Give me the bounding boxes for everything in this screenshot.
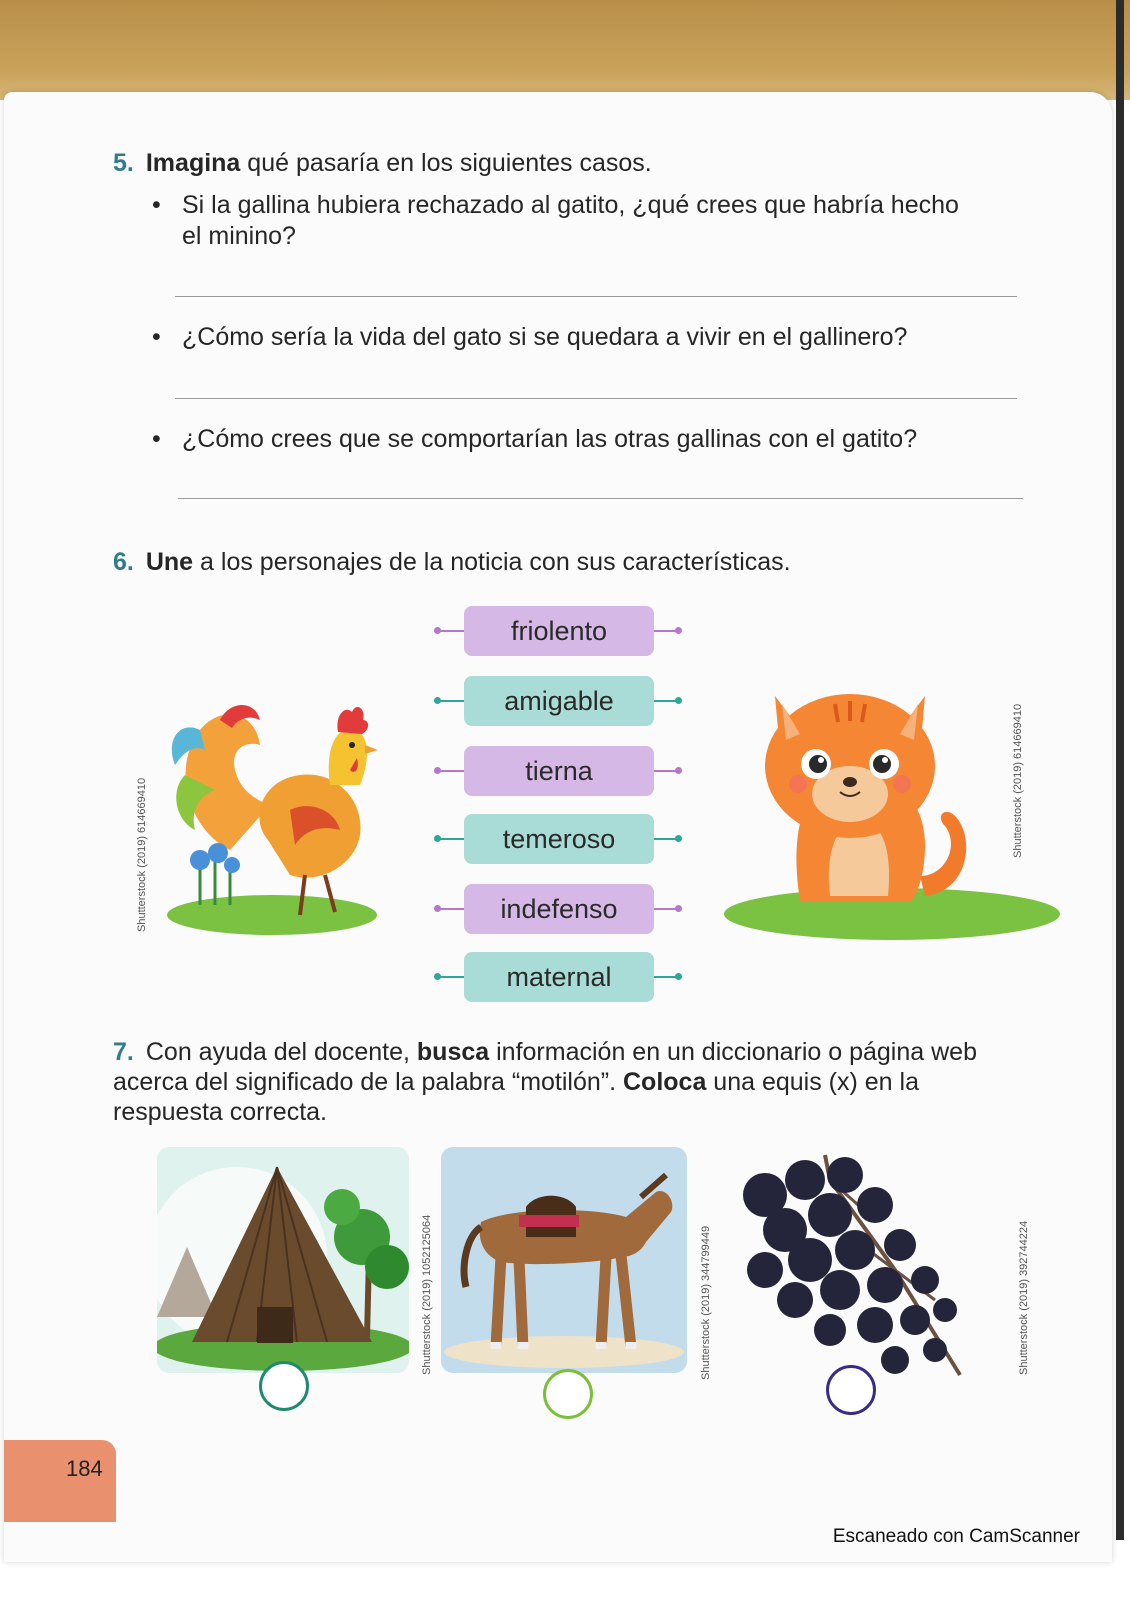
question-number: 6. bbox=[113, 548, 134, 576]
image-credit: Shutterstock (2019) 344799449 bbox=[700, 1225, 712, 1380]
question-verb: Une bbox=[145, 548, 194, 576]
answer-line-3[interactable] bbox=[178, 498, 1023, 499]
question-verb: Coloca bbox=[623, 1068, 707, 1096]
question-text: a los personajes de la noticia con sus características. bbox=[193, 548, 791, 576]
question-text: información en un diccionario o página web acerca del significado de la palabra “motilón”. bbox=[113, 1038, 977, 1096]
answer-line-2[interactable] bbox=[175, 398, 1017, 399]
bullet-text: ¿Cómo sería la vida del gato si se quedara a vivir en el gallinero? bbox=[182, 323, 908, 351]
question-text: una equis (x) en la respuesta correcta. bbox=[113, 1068, 919, 1126]
rooster-illustration bbox=[160, 690, 385, 940]
bullet-text: Si la gallina hubiera rechazado al gatito, ¿qué crees que habría hecho el minino? bbox=[182, 191, 959, 250]
right-connector-dot[interactable] bbox=[654, 838, 678, 840]
question-verb: Imagina bbox=[145, 149, 241, 177]
word-label-maternal: maternal bbox=[464, 952, 654, 1002]
question-number: 7. bbox=[113, 1038, 134, 1066]
word-label-friolento: friolento bbox=[464, 606, 654, 656]
scan-edge bbox=[1116, 0, 1124, 1540]
scan-background-band bbox=[0, 0, 1130, 100]
question-5-prompt bbox=[113, 148, 652, 179]
question-5-bullet-2: • ¿Cómo sería la vida del gato si se quedara a vivir en el gallinero? bbox=[152, 323, 908, 351]
question-text: Con ayuda del docente, bbox=[145, 1038, 417, 1066]
question-5-bullet-3: • ¿Cómo crees que se comportarían las otras gallinas con el gatito? bbox=[152, 425, 918, 453]
question-6-prompt bbox=[113, 547, 791, 578]
image-credit: Shutterstock (2019) 614669410 bbox=[136, 777, 148, 932]
right-connector-dot[interactable] bbox=[654, 630, 678, 632]
scanner-footer: Escaneado con CamScanner bbox=[832, 1526, 1080, 1547]
horse-image bbox=[441, 1147, 687, 1373]
left-connector-dot[interactable] bbox=[438, 838, 464, 840]
right-connector-dot[interactable] bbox=[654, 908, 678, 910]
page-number: 184 bbox=[66, 1456, 103, 1481]
left-connector-dot[interactable] bbox=[438, 976, 464, 978]
left-connector-dot[interactable] bbox=[438, 700, 464, 702]
answer-line-1[interactable] bbox=[175, 296, 1017, 297]
right-connector-dot[interactable] bbox=[654, 770, 678, 772]
word-label-tierna: tierna bbox=[464, 746, 654, 796]
word-label-temeroso: temeroso bbox=[464, 814, 654, 864]
question-verb: busca bbox=[416, 1038, 490, 1066]
image-credit: Shutterstock (2019) 614669410 bbox=[1012, 703, 1024, 858]
answer-circle[interactable] bbox=[826, 1365, 876, 1415]
question-5-bullet-1: • Si la gallina hubiera rechazado al gatito, ¿qué crees que habría hecho el minino? bbox=[152, 191, 959, 250]
question-7-prompt bbox=[113, 1037, 1018, 1127]
image-credit: Shutterstock (2019) 392744224 bbox=[1018, 1220, 1030, 1375]
answer-circle[interactable] bbox=[259, 1361, 309, 1411]
question-text: qué pasaría en los siguientes casos. bbox=[240, 149, 652, 177]
right-connector-dot[interactable] bbox=[654, 976, 678, 978]
hut-image bbox=[157, 1147, 409, 1373]
left-connector-dot[interactable] bbox=[438, 630, 464, 632]
word-label-amigable: amigable bbox=[464, 676, 654, 726]
left-connector-dot[interactable] bbox=[438, 770, 464, 772]
word-label-indefenso: indefenso bbox=[464, 884, 654, 934]
answer-circle[interactable] bbox=[543, 1369, 593, 1419]
page-number-tab bbox=[4, 1440, 116, 1522]
image-credit: Shutterstock (2019) 1052125064 bbox=[421, 1214, 433, 1375]
bullet-text: ¿Cómo crees que se comportarían las otras gallinas con el gatito? bbox=[182, 425, 918, 453]
left-connector-dot[interactable] bbox=[438, 908, 464, 910]
question-number: 5. bbox=[113, 149, 134, 177]
grapes-image bbox=[735, 1150, 980, 1380]
right-connector-dot[interactable] bbox=[654, 700, 678, 702]
